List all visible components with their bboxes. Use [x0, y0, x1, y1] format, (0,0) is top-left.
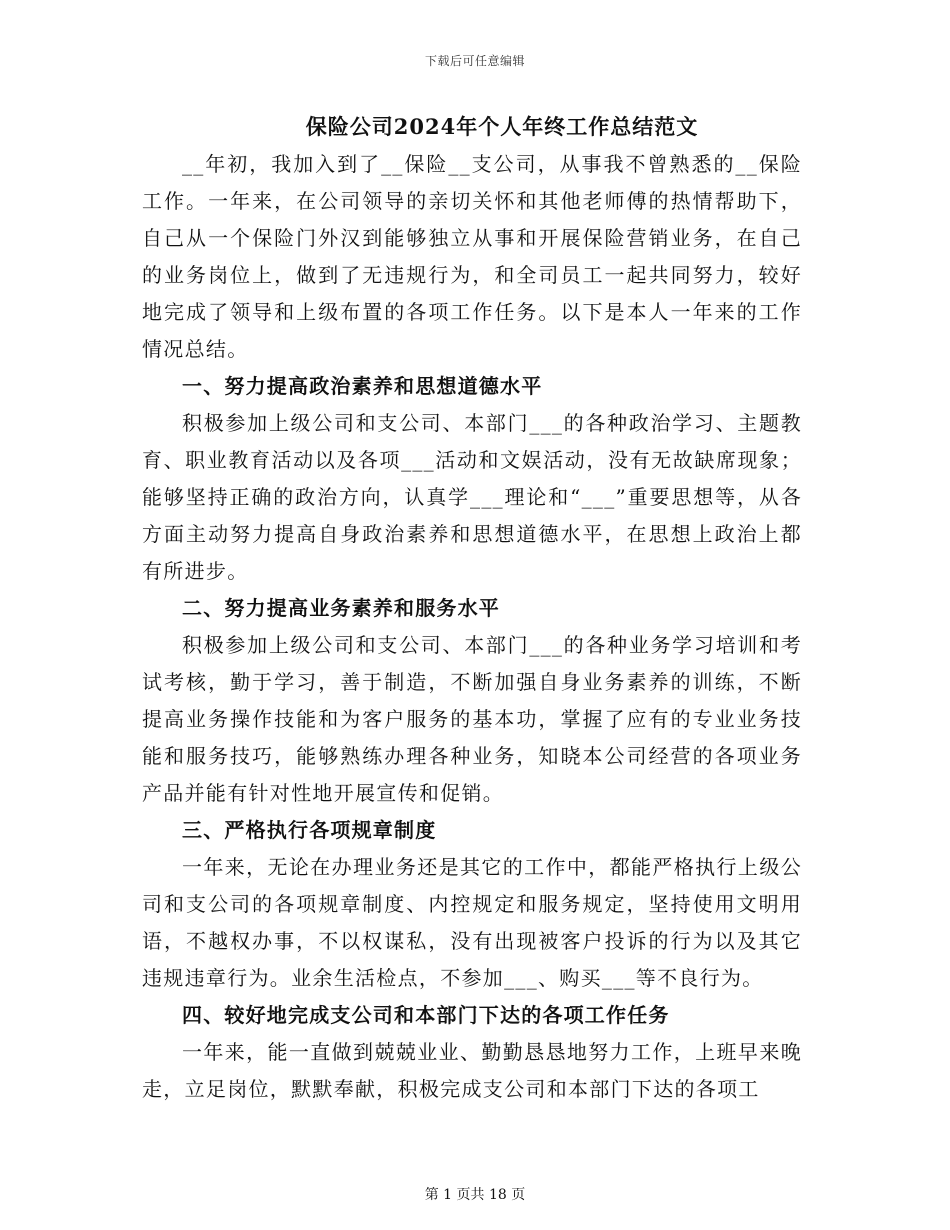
document-title: 保险公司2024年个人年终工作总结范文	[305, 114, 699, 139]
intro-paragraph: __年初，我加入到了__保险__支公司，从事我不曾熟悉的__保险工作。一年来，在公司领导的亲切关怀和其他老师傅的热情帮助下，自己从一个保险门外汉到能够独立从事和开展保险营销业务，在自己的业务岗位上，做到了无违规行为，和全司员工一起共同努力，较好地完成了领导和上级布置的各项工作任务。以下是本人一年来的工作情况总结。	[142, 152, 802, 361]
section-body-2: 积极参加上级公司和支公司、本部门___的各种业务学习培训和考试考核，勤于学习，善于制造，不断加强自身业务素养的训练，不断提高业务操作技能和为客户服务的基本功，掌握了应有的专业业务技能和服务技巧，能够熟练办理各种业务，知晓本公司经营的各项业务产品并能有针对性地开展宣传和促销。	[142, 633, 802, 805]
section-heading-1: 一、努力提高政治素养和思想道德水平	[182, 374, 543, 398]
page-footer: 第 1 页共 18 页	[424, 1187, 526, 1203]
header-note: 下载后可任意编辑	[424, 54, 525, 68]
section-body-3: 一年来，无论在办理业务还是其它的工作中，都能严格执行上级公司和支公司的各项规章制度、内控规定和服务规定，坚持使用文明用语，不越权办事，不以权谋私，没有出现被客户投诉的行为以及其它违规违章行为。业余生活检点，不参加___、购买___等不良行为。	[142, 855, 802, 990]
section-body-1: 积极参加上级公司和支公司、本部门___的各种政治学习、主题教育、职业教育活动以及各项___活动和文娱活动，没有无故缺席现象；能够坚持正确的政治方向，认真学___理论和“___”重要思想等，从各方面主动努力提高自身政治素养和思想道德水平，在思想上政治上都有所进步。	[142, 411, 802, 583]
section-heading-4: 四、较好地完成支公司和本部门下达的各项工作任务	[182, 1003, 670, 1027]
section-heading-2: 二、努力提高业务素养和服务水平	[182, 596, 500, 620]
document-body	[142, 110, 802, 1108]
section-body-4: 一年来，能一直做到兢兢业业、勤勤恳恳地努力工作，上班早来晚走，立足岗位，默默奉献，积极完成支公司和本部门下达的各项工	[142, 1040, 802, 1101]
section-heading-3: 三、严格执行各项规章制度	[182, 818, 437, 842]
